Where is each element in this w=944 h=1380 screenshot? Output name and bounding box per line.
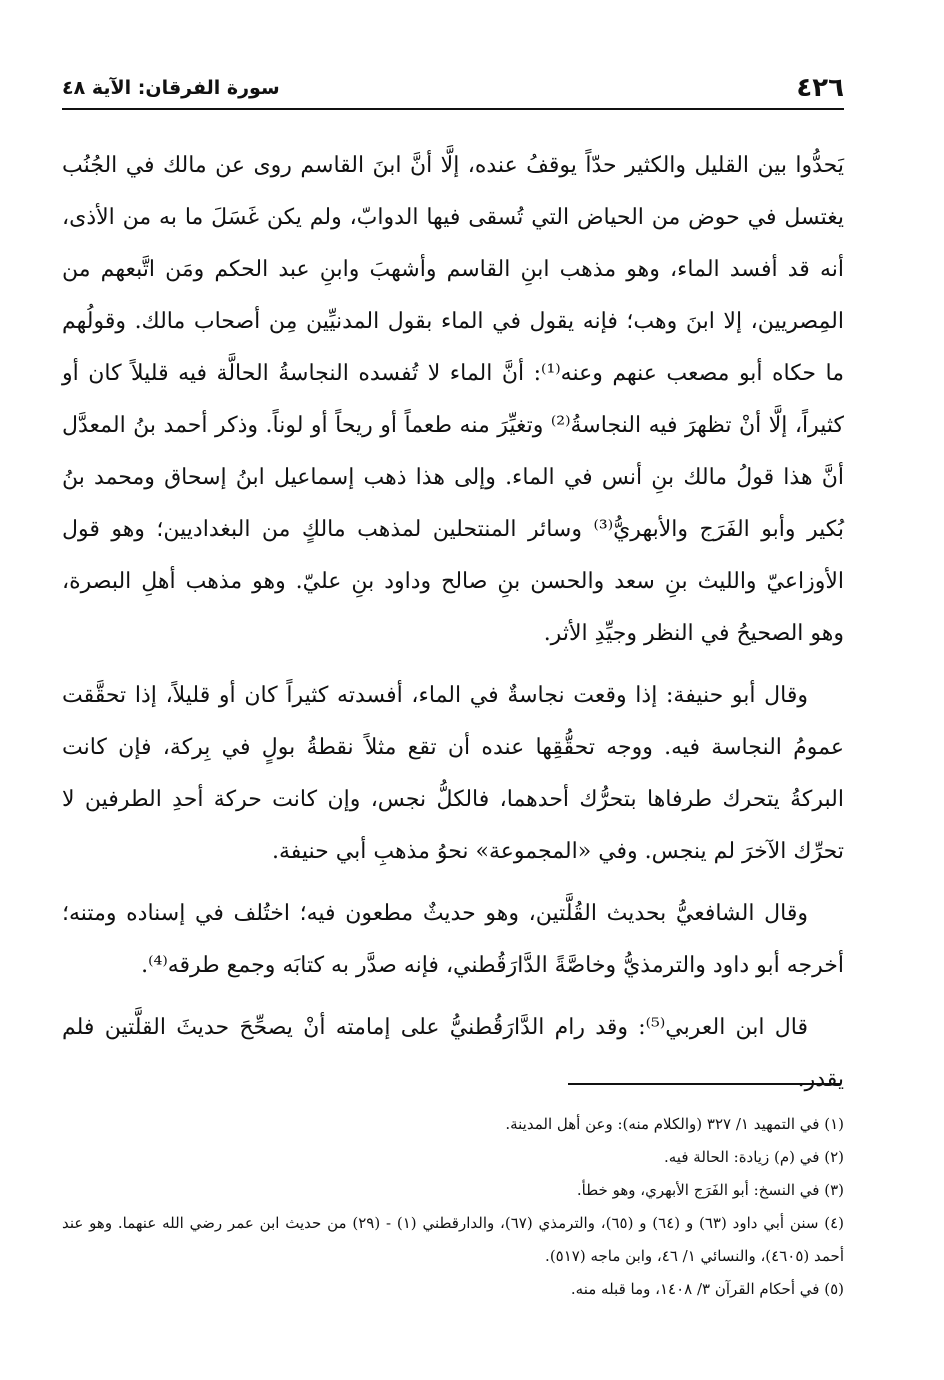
page-number: ٤٢٦: [796, 73, 844, 103]
footnote-number: (٤): [824, 1214, 845, 1232]
paragraph-4: قال ابن العربي⁽⁵⁾: وقد رام الدَّارَقُطنيُّ على إمامته أنْ يصحِّحَ حديثَ القلَّتين فلم يقدر.: [62, 1015, 844, 1092]
footnotes: [62, 1108, 844, 1306]
footnote-text: في أحكام القرآن ٣/ ١٤٠٨، وما قبله منه.: [570, 1280, 820, 1298]
footnote-number: (١): [824, 1115, 844, 1133]
paragraph-3: وقال الشافعيُّ بحديث القُلَّتين، وهو حديثٌ مطعون فيه؛ اختُلف في إسناده ومتنه؛ أخرجه أبو داود والترمذيُّ وخاصَّةً الدَّارَقُطني، فإنه صدَّر به كتابَه وجمع طرقه⁽⁴⁾.: [62, 901, 844, 978]
footnote-text: في (م) زيادة: الحالة فيه.: [664, 1148, 820, 1166]
footnote-text: سنن أبي داود (٦٣) و (٦٤) و (٦٥)، والترمذي (٦٧)، والدارقطني (١) - (٢٩) من حديث ابن عمر رضي الله عنهما. وهو عند أحمد (٤٦٠٥)، والنسائي ١/ ٤٦، وابن ماجه (٥١٧).: [62, 1214, 844, 1265]
page-header: [62, 72, 844, 104]
footnote-text: في النسخ: أبو الفَرَج الأبهري، وهو خطأ.: [576, 1181, 820, 1199]
footnote: [62, 1273, 844, 1306]
footnote-number: (٢): [824, 1148, 844, 1166]
paragraph-1: يَحدُّوا بين القليل والكثير حدّاً يوقفُ عنده، إلَّا أنَّ ابنَ القاسم روى عن مالك في الجُنُب يغتسل في حوض من الحياض التي تُسقى فيها الدوابّ، ولم يكن غَسَلَ ما به من الأذى، أنه قد أفسد الماء، وهو مذهب ابنِ القاسم وأشهبَ وابنِ عبد الحكم ومَن اتَّبعهم من المِصريين، إلا ابنَ وهب؛ فإنه يقول في الماء بقول المدنيِّين مِن أصحاب مالك. وقولُهم ما حكاه أبو مصعب عنهم وعنه⁽¹⁾: أنَّ الماء لا تُفسده النجاسةُ الحالَّة فيه قليلاً كان أو كثيراً، إلَّا أنْ تظهرَ فيه النجاسةُ⁽²⁾ وتغيِّرَ منه طعماً أو ريحاً أو لوناً. وذكر أحمد بنُ المعدَّل أنَّ هذا قولُ مالك بنِ أنس في الماء. وإلى هذا ذهب إسماعيل ابنُ إسحاق ومحمد بنُ بُكير وأبو الفَرَج والأبهريُّ⁽³⁾ وسائر المنتحلين لمذهب مالكٍ من البغداديين؛ وهو قول الأوزاعيّ والليث بنِ سعد والحسن بنِ صالح وداود بنِ عليّ. وهو مذهب أهلِ البصرة، وهو الصحيحُ في النظر وجيِّدِ الأثر.: [62, 153, 844, 646]
footnote: [62, 1108, 844, 1141]
footnote-divider: [568, 1083, 840, 1085]
main-text: [62, 140, 844, 1116]
footnote: [62, 1207, 844, 1273]
footnote-text: في التمهيد ١/ ٣٢٧ (والكلام منه): وعن أهل المدينة.: [505, 1115, 820, 1133]
paragraph-2: وقال أبو حنيفة: إذا وقعت نجاسةٌ في الماء، أفسدته كثيراً كان أو قليلاً، إذا تحقَّقت عمومُ النجاسة فيه. ووجه تحقُّقِها عنده أن تقع مثلاً نقطةُ بولٍ في بِركة، فإن كانت البركةُ يتحرك طرفاها بتحرُّك أحدهما، فالكلُّ نجس، وإن كانت حركة أحدِ الطرفين لا تحرِّك الآخرَ لم ينجس. وفي «المجموعة» نحوُ مذهبِ أبي حنيفة.: [62, 683, 844, 864]
footnote: [62, 1174, 844, 1207]
footnote-number: (٣): [824, 1181, 844, 1199]
footnote: [62, 1141, 844, 1174]
running-title: سورة الفرقان: الآية ٤٨: [62, 77, 280, 99]
header-divider: [62, 108, 844, 110]
footnote-number: (٥): [824, 1280, 844, 1298]
